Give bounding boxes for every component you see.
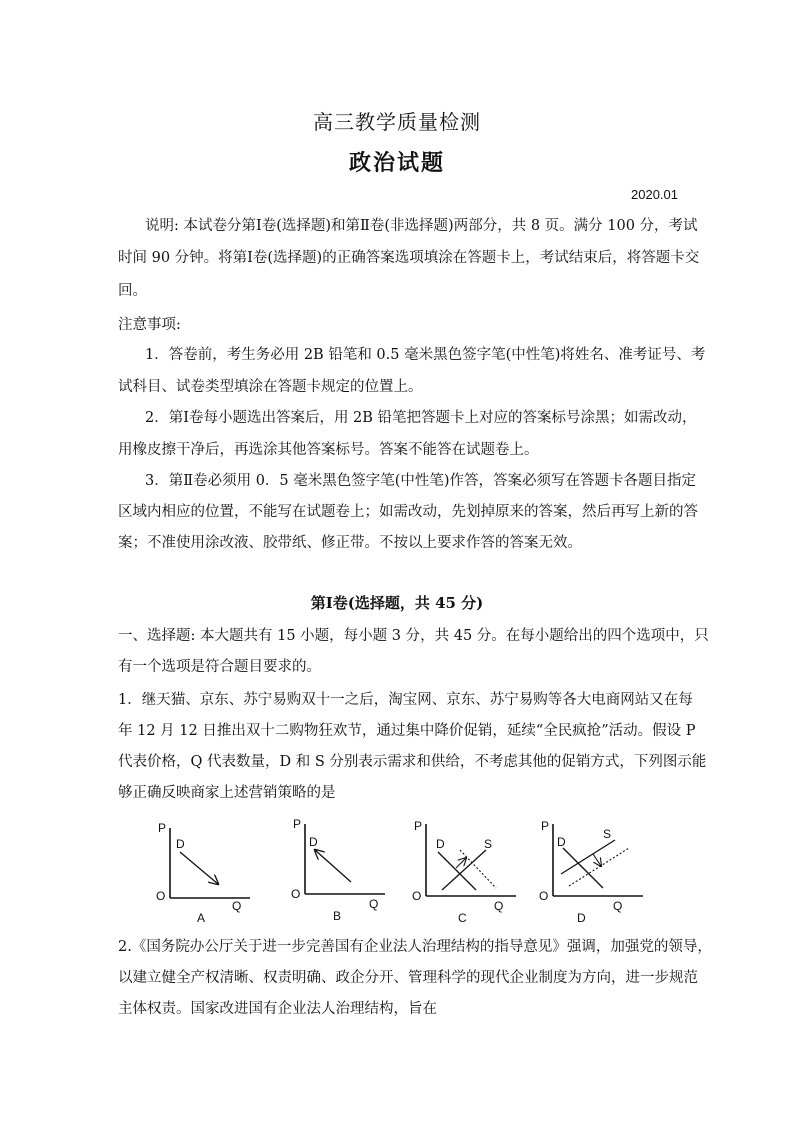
part1-instructions-line-1: 一、选择题: 本大题共有 15 小题，每小题 3 分，共 45 分。在每小题给出的四个选项中，只 <box>118 628 709 644</box>
shift-arrow <box>456 858 466 868</box>
demand-curve <box>438 852 476 890</box>
notes-heading: 注意事项: <box>118 317 181 333</box>
intro-line-1: 说明: 本试卷分第Ⅰ卷(选择题)和第Ⅱ卷(非选择题)两部分，共 8 页。满分 100 分，考试 <box>145 218 698 234</box>
note-3-line-2: 区域内相应的位置，不能写在试题卷上；如需改动，先划掉原来的答案，然后再写上新的答 <box>118 504 698 520</box>
graph-option-c <box>412 814 527 926</box>
part1-heading: 第Ⅰ卷(选择题，共 45 分) <box>310 594 484 612</box>
intro-line-2: 时间 90 分钟。将第Ⅰ卷(选择题)的正确答案选项填涂在答题卡上，考试结束后，将答题卡交 <box>118 250 700 266</box>
origin-label: O <box>539 889 549 903</box>
demand-label: D <box>436 837 445 851</box>
graph-option-d <box>539 814 654 926</box>
part1-instructions-line-2: 有一个选项是符合题目要求的。 <box>118 659 321 675</box>
p-axis-label: P <box>158 821 167 835</box>
supply-curve <box>442 850 486 890</box>
graph-option-a <box>150 816 260 926</box>
origin-label: O <box>291 887 301 901</box>
question-2-line-3: 主体权责。国家改进国有企业法人治理结构，旨在 <box>118 1001 437 1017</box>
demand-label: D <box>557 835 566 849</box>
option-a-label: A <box>197 911 206 925</box>
note-1-line-2: 试科目、试卷类型填涂在答题卡规定的位置上。 <box>118 379 423 395</box>
subject-title: 政治试题 <box>348 150 445 176</box>
q-axis-label: Q <box>232 899 242 913</box>
shift-arrow <box>593 854 601 866</box>
q-axis-label: Q <box>494 899 504 913</box>
question-2-line-2: 以建立健全产权清晰、权责明确、政企分开、管理科学的现代企业制度为方向，进一步规范 <box>118 970 698 986</box>
note-2-line-2: 用橡皮擦干净后，再选涂其他答案标号。答案不能答在试题卷上。 <box>118 442 539 458</box>
p-axis-label: P <box>293 817 302 831</box>
q-axis-label: Q <box>613 899 623 913</box>
origin-label: O <box>412 889 422 903</box>
option-b-label: B <box>333 909 342 923</box>
demand-curve <box>315 850 351 882</box>
option-d-label: D <box>577 911 586 925</box>
option-c-label: C <box>458 911 467 925</box>
p-axis-label: P <box>541 819 550 833</box>
demand-curve <box>180 852 218 884</box>
intro-line-3: 回。 <box>118 283 147 299</box>
exam-title: 高三教学质量检测 <box>313 110 481 134</box>
note-1-line-1: 1．答卷前，考生务必用 2B 铅笔和 0.5 毫米黑色签字笔(中性笔)将姓名、准考证号、考 <box>145 347 706 363</box>
demand-label: D <box>309 835 318 849</box>
p-axis-label: P <box>414 819 423 833</box>
question-2-line-1: 2.《国务院办公厅关于进一步完善国有企业法人治理结构的指导意见》强调，加强党的领导， <box>118 939 712 955</box>
q-axis-label: Q <box>369 897 379 911</box>
origin-label: O <box>156 889 166 903</box>
question-1-line-3: 代表价格，Q 代表数量，D 和 S 分别表示需求和供给，不考虑其他的促销方式，下列图示能 <box>118 754 707 770</box>
question-1-line-1: 1．继天猫、京东、苏宁易购双十一之后，淘宝网、京东、苏宁易购等各大电商网站又在每 <box>118 692 693 708</box>
question-1-line-4: 够正确反映商家上述营销策略的是 <box>118 785 336 801</box>
supply-curve <box>561 840 615 874</box>
exam-date: 2020.01 <box>631 187 678 202</box>
supply-label: S <box>484 837 493 851</box>
graph-option-b <box>285 816 395 926</box>
supply-label: S <box>603 827 612 841</box>
note-3-line-1: 3．第Ⅱ卷必须用 0．5 毫米黑色签字笔(中性笔)作答，答案必须写在答题卡各题目指定 <box>145 473 697 489</box>
note-3-line-3: 案；不准使用涂改液、胶带纸、修正带。不按以上要求作答的答案无效。 <box>118 535 582 551</box>
note-2-line-1: 2．第Ⅰ卷每小题选出答案后，用 2B 铅笔把答题卡上对应的答案标号涂黑；如需改动， <box>145 410 697 426</box>
demand-label: D <box>176 837 185 851</box>
supply-curve-shifted <box>569 848 629 886</box>
question-1-line-2: 年 12 月 12 日推出双十二购物狂欢节，通过集中降价促销，延续“全民疯抢”活动。假设 P <box>118 723 696 739</box>
